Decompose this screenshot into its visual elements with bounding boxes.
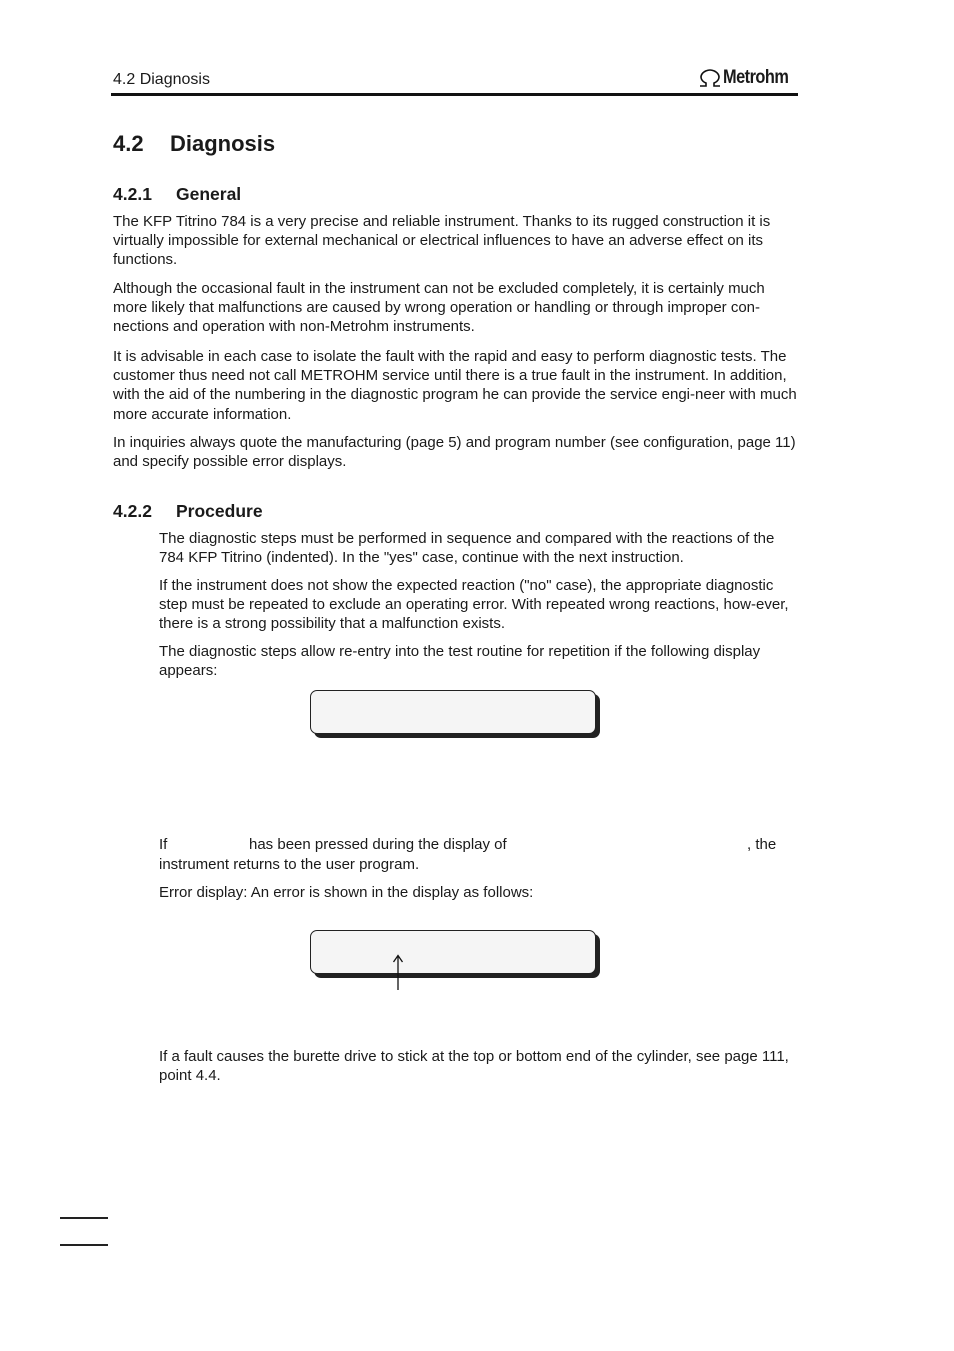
metrohm-logo: [697, 66, 799, 90]
procedure-paragraph-error: Error display: An error is shown in the display as follows:: [159, 884, 534, 901]
display-box-error: [310, 930, 596, 974]
procedure-paragraph-1: The diagnostic steps must be performed in sequence and compared with the reactions of the 784 KFP Titrino (indented). In the "yes" case, continue with the next instruction.: [159, 530, 775, 567]
footer-rule-top: [60, 1217, 108, 1219]
procedure-text-pressed: has been pressed during the display of: [249, 836, 507, 853]
subsection-title: General: [176, 184, 242, 204]
procedure-text-if: If: [159, 836, 168, 853]
subsection-title: Procedure: [176, 501, 263, 521]
subsection-heading-procedure: [113, 501, 263, 522]
general-paragraph-3: It is advisable in each case to isolate the fault with the rapid and easy to perform diagnostic tests. The customer thus need not call METROHM service until there is a true fault in the instrument. In addition, with the aid of the numbering in the diagnostic program he can provide the service engi-neer with much more accurate information.: [113, 348, 797, 423]
procedure-text-the: , the: [747, 836, 777, 853]
procedure-paragraph-2: If the instrument does not show the expected reaction ("no" case), the appropriate diagnostic step must be repeated to exclude an operating error. With repeated wrong reactions, how-ever, there is a strong possibility that a malfunction exists.: [159, 577, 789, 633]
subsection-number: 4.2.2: [113, 501, 152, 521]
general-paragraph-1: The KFP Titrino 784 is a very precise and reliable instrument. Thanks to its rugged construction it is virtually impossible for external mechanical or electrical influences to have an adverse effect on its functions.: [113, 213, 771, 269]
subsection-number: 4.2.1: [113, 184, 152, 204]
brand-name: Metrohm: [723, 67, 789, 88]
subsection-heading-general: [113, 184, 241, 205]
section-number: 4.2: [113, 131, 144, 156]
general-paragraph-4: In inquiries always quote the manufacturing (page 5) and program number (see configuration, page 11) and specify possible error displays.: [113, 434, 796, 471]
procedure-paragraph-burette: If a fault causes the burette drive to stick at the top or bottom end of the cylinder, see page 111, point 4.4.: [159, 1048, 789, 1085]
arrow-up-icon: [392, 954, 404, 990]
section-title: Diagnosis: [170, 131, 276, 156]
footer-rule-bottom: [60, 1244, 108, 1246]
general-paragraph-2: Although the occasional fault in the instrument can not be excluded completely, it is certainly much more likely that malfunctions are caused by wrong operation or handling or through improper con-nections and operation with non-Metrohm instruments.: [113, 280, 765, 336]
header-rule: [111, 93, 798, 96]
procedure-paragraph-3: The diagnostic steps allow re-entry into the test routine for repetition if the following display appears:: [159, 643, 761, 680]
running-header: 4.2 Diagnosis: [113, 71, 210, 88]
section-heading: [113, 131, 275, 157]
procedure-text-returns: instrument returns to the user program.: [159, 856, 420, 873]
display-box-reentry: [310, 690, 596, 734]
omega-icon: [697, 68, 723, 88]
